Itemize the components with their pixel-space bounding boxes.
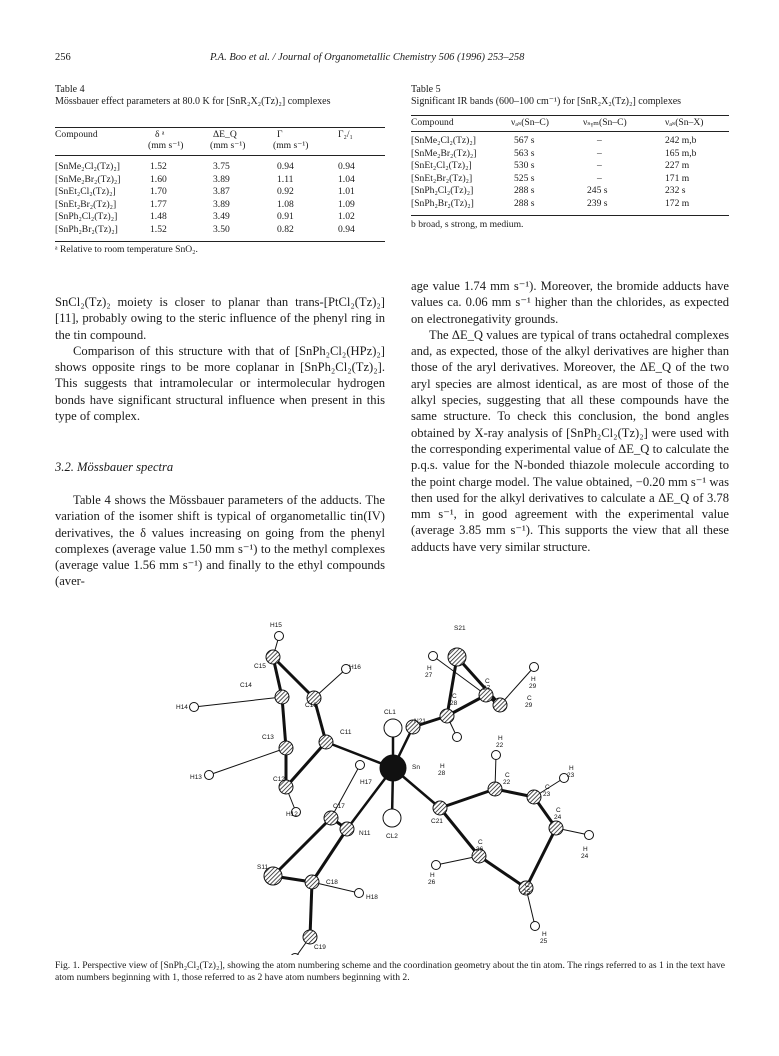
- table4-col-gamma: Γ: [277, 129, 283, 140]
- table5-block: [411, 84, 731, 108]
- atom-h13: [205, 771, 214, 780]
- atom-h14: [190, 703, 199, 712]
- table5-footnote: b broad, s strong, m medium.: [411, 219, 524, 230]
- table4-label: Table 4: [55, 84, 85, 95]
- atom-label: C12: [273, 776, 285, 783]
- table4-bottom-rule: [55, 241, 385, 242]
- left-column-cont: [55, 492, 385, 590]
- table4-col-ratio: Γ₂/₁: [338, 129, 353, 140]
- table5-bottom-rule: [411, 215, 729, 216]
- atom-label: H 23: [567, 765, 575, 779]
- table5: Compound νₐₛ(Sn–C) νₛᵧₘ(Sn–C) νₐₛ(Sn–X) [SnMe₂Cl₂(Tz)₂] 567 s – 242 m,b [SnMe₂Br₂(Tz)₂] 563 s – 165 m,b [SnEt₂Cl₂(Tz)₂] 530 s – 227 m [SnEt₂Br₂(Tz)₂] 525 s – 171 m [SnPh₂Cl₂(Tz)₂] 288 s 245 s 232 s [SnPh₂Br₂(Tz)₂] 288 s 239 s 172 m b broad, s strong, m medium.: [411, 108, 729, 238]
- table4-header-rule: [55, 155, 385, 156]
- atom-label: C19: [314, 944, 326, 951]
- table4-top-rule: [55, 127, 385, 128]
- atom-c29: [493, 698, 507, 712]
- atom-label: C17: [333, 803, 345, 810]
- atom-label: C14: [240, 682, 252, 689]
- section-title-mossbauer: 3.2. Mössbauer spectra: [55, 460, 174, 474]
- atom-label: H14: [176, 704, 188, 711]
- atom-c28: [440, 709, 454, 723]
- atom-h18: [355, 889, 364, 898]
- table4-caption: Mössbauer effect parameters at 80.0 K for [SnR₂X₂(Tz)₂] complexes: [55, 96, 331, 107]
- atom-c23: [527, 790, 541, 804]
- bond-c18-c19: [310, 882, 312, 937]
- atom-label: C 22: [503, 772, 511, 786]
- table5-col-vas-snc: νₐₛ(Sn–C): [511, 117, 549, 128]
- atom-label: C 24: [554, 807, 562, 821]
- atom-s21: [448, 648, 466, 666]
- atom-label: N21: [414, 718, 426, 725]
- bond-c18-n11: [312, 829, 347, 882]
- atom-label: C 25: [523, 882, 531, 896]
- atom-h17: [356, 761, 365, 770]
- atom-c21: [433, 801, 447, 815]
- atom-label: CL1: [384, 709, 396, 716]
- table5-col-vas-snx: νₐₛ(Sn–X): [665, 117, 704, 128]
- molecular-structure-figure: [150, 610, 620, 955]
- atom-c13: [279, 741, 293, 755]
- atom-label: C16: [305, 702, 317, 709]
- table5-col-compound: Compound: [411, 117, 454, 128]
- atom-h15: [275, 632, 284, 641]
- bond-c21-c22: [440, 789, 495, 808]
- page-number: 256: [55, 52, 71, 63]
- atom-label: H 25: [540, 931, 548, 945]
- table4-block: [55, 84, 385, 108]
- bond-c25-c26: [479, 856, 526, 888]
- atom-h29: [530, 663, 539, 672]
- atom-c11: [319, 735, 333, 749]
- atom-label: C 23: [543, 784, 551, 798]
- atom-label: S21: [454, 625, 466, 632]
- atom-label: H12: [286, 811, 298, 818]
- atom-h26: [432, 861, 441, 870]
- right-para-2: The ΔE_Q values are typical of trans octahedral complexes and, as expected, those of the alkyl derivatives are higher than those of the aryl derivatives. Moreover, the ΔE_Q of the two aryl species are almost identical, as are most of those of the alkyl species, suggesting that all these compounds have the same structure. To check this conclusion, the bond angles obtained by X-ray analysis of [SnPh₂Cl₂(Tz)₂] were used with the corresponding experimental value of ΔE_Q to calculate the p.q.s. value for the N-bonded thiazole molecule according to the point charge model. The value obtained, −0.20 mm s⁻¹ was then used for the alkyl derivatives to calculate a ΔE_Q of 3.78 mm s⁻¹, in good agreement with the experimental value (average 3.85 mm s⁻¹). This supports the view that all these adducts have very similar structure.: [411, 327, 729, 554]
- atom-h24: [585, 831, 594, 840]
- left-para-1: SnCl₂(Tz)₂ moiety is closer to planar than trans-[PtCl₂(Tz)₂] [11], probably owing to the steric influence of the phenyl ring in the tin compound.: [55, 295, 385, 342]
- bond-c17-h17: [331, 765, 360, 818]
- figure-caption: Fig. 1. Perspective view of [SnPh₂Cl₂(Tz)₂], showing the atom numbering scheme and the coordination geometry about the tin atom. The rings referred to as 1 in the text have atom numbers beginning with 1, those referred to as 2 have atom numbers beginning with 2.: [55, 960, 726, 983]
- table4-col-compound: Compound: [55, 129, 98, 140]
- right-column: [411, 278, 729, 555]
- atom-sn: [380, 755, 406, 781]
- atom-label: C13: [262, 734, 274, 741]
- bond-c13-c14: [282, 697, 286, 748]
- atom-label: CL2: [386, 833, 398, 840]
- atom-label: H 28: [438, 763, 446, 777]
- atom-c19: [303, 930, 317, 944]
- table5-col-vsym-snc: νₛᵧₘ(Sn–C): [583, 117, 627, 128]
- table5-label: Table 5: [411, 84, 441, 95]
- table4-unit-gamma: (mm s⁻¹): [273, 140, 309, 151]
- table4-unit-delta: (mm s⁻¹): [148, 140, 184, 151]
- atom-label: S11: [257, 864, 269, 871]
- atom-h22: [492, 751, 501, 760]
- atom-c22: [488, 782, 502, 796]
- atom-label: C21: [431, 818, 443, 825]
- left-para-3: Table 4 shows the Mössbauer parameters of the adducts. The variation of the isomer shift is typical of organometallic tin(IV) derivatives, the δ values increasing on going from the phenyl complexes (average value 1.50 mm s⁻¹) to the methyl complexes (average value 1.56 mm s⁻¹) and finally to the ethyl compounds (aver-: [55, 493, 385, 589]
- bond-c24-c25: [526, 828, 556, 888]
- atom-c24: [549, 821, 563, 835]
- table5-caption: Significant IR bands (600–100 cm⁻¹) for [SnR₂X₂(Tz)₂] complexes: [411, 96, 682, 107]
- atom-cl1: [384, 719, 402, 737]
- atom-label: C 27: [483, 678, 491, 692]
- atom-c15: [266, 650, 280, 664]
- table4-footnote: ᵃ Relative to room temperature SnO₂.: [55, 244, 198, 255]
- atom-label: H18: [366, 894, 378, 901]
- atom-cl2: [383, 809, 401, 827]
- atom-label: H 24: [581, 846, 589, 860]
- running-head: P.A. Boo et al. / Journal of Organometallic Chemistry 506 (1996) 253–258: [210, 52, 525, 63]
- atom-label: H13: [190, 774, 202, 781]
- atom-label: H16: [349, 664, 361, 671]
- atom-c17: [324, 811, 338, 825]
- table5-header-rule: [411, 131, 729, 132]
- atom-label: C18: [326, 879, 338, 886]
- table5-top-rule: [411, 115, 729, 116]
- atom-label: H15: [270, 622, 282, 629]
- table4: Compound δ ᵃ ΔE_Q Γ Γ₂/₁ (mm s⁻¹) (mm s⁻¹) (mm s⁻¹) [SnMe₂Cl₂(Tz)₂] 1.52 3.75 0.94 0.94 [SnMe₂Br₂(Tz)₂] 1.60 3.89 1.11 1.04 [SnEt₂Cl₂(Tz)₂] 1.70 3.87 0.92 1.01 [SnEt₂Br₂(Tz)₂] 1.77 3.89 1.08 1.09 [SnPh₂Cl₂(Tz)₂] 1.48 3.49 0.91 1.02 [SnPh₂Br₂(Tz)₂] 1.52 3.50 0.82 0.94 ᵃ Relative to room temperature SnO₂.: [55, 120, 385, 260]
- atom-label: Sn: [412, 764, 420, 771]
- atom-label: H17: [360, 779, 372, 786]
- atom-h25: [531, 922, 540, 931]
- bond-c14-h14: [194, 697, 282, 707]
- table4-col-delta: δ ᵃ: [155, 129, 165, 140]
- bond-c26-c21: [440, 808, 479, 856]
- atom-h27: [429, 652, 438, 661]
- bond-c13-h13: [209, 748, 286, 775]
- atom-label: H 22: [496, 735, 504, 749]
- atom-c14: [275, 690, 289, 704]
- atom-label: H 27: [425, 665, 433, 679]
- table4-unit-deltaeq: (mm s⁻¹): [210, 140, 246, 151]
- atom-label: C 26: [476, 839, 484, 853]
- atom-label: C11: [340, 729, 352, 736]
- left-para-2: Comparison of this structure with that of [SnPh₂Cl₂(HPz)₂] shows opposite rings to be more coplanar in [SnPh₂Cl₂(Tz)₂]. This suggests that intramolecular or intermolecular hydrogen bonds have significant structural influence when present in this type of complex.: [55, 343, 385, 424]
- atom-label: C 28: [450, 693, 458, 707]
- left-column: [55, 294, 385, 424]
- atom-label: N11: [359, 830, 371, 837]
- atom-label: H 29: [529, 676, 537, 690]
- right-para-1: age value 1.74 mm s⁻¹). Moreover, the bromide adducts have values ca. 0.06 mm s⁻¹ higher than the chlorides, as expected on electronegativity grounds.: [411, 279, 729, 326]
- atom-label: C15: [254, 663, 266, 670]
- atom-label: H 26: [428, 872, 436, 886]
- table4-col-deltaeq: ΔE_Q: [213, 129, 237, 140]
- atom-label: C 29: [525, 695, 533, 709]
- atom-h28: [453, 733, 462, 742]
- atom-c18: [305, 875, 319, 889]
- atom-n11: [340, 822, 354, 836]
